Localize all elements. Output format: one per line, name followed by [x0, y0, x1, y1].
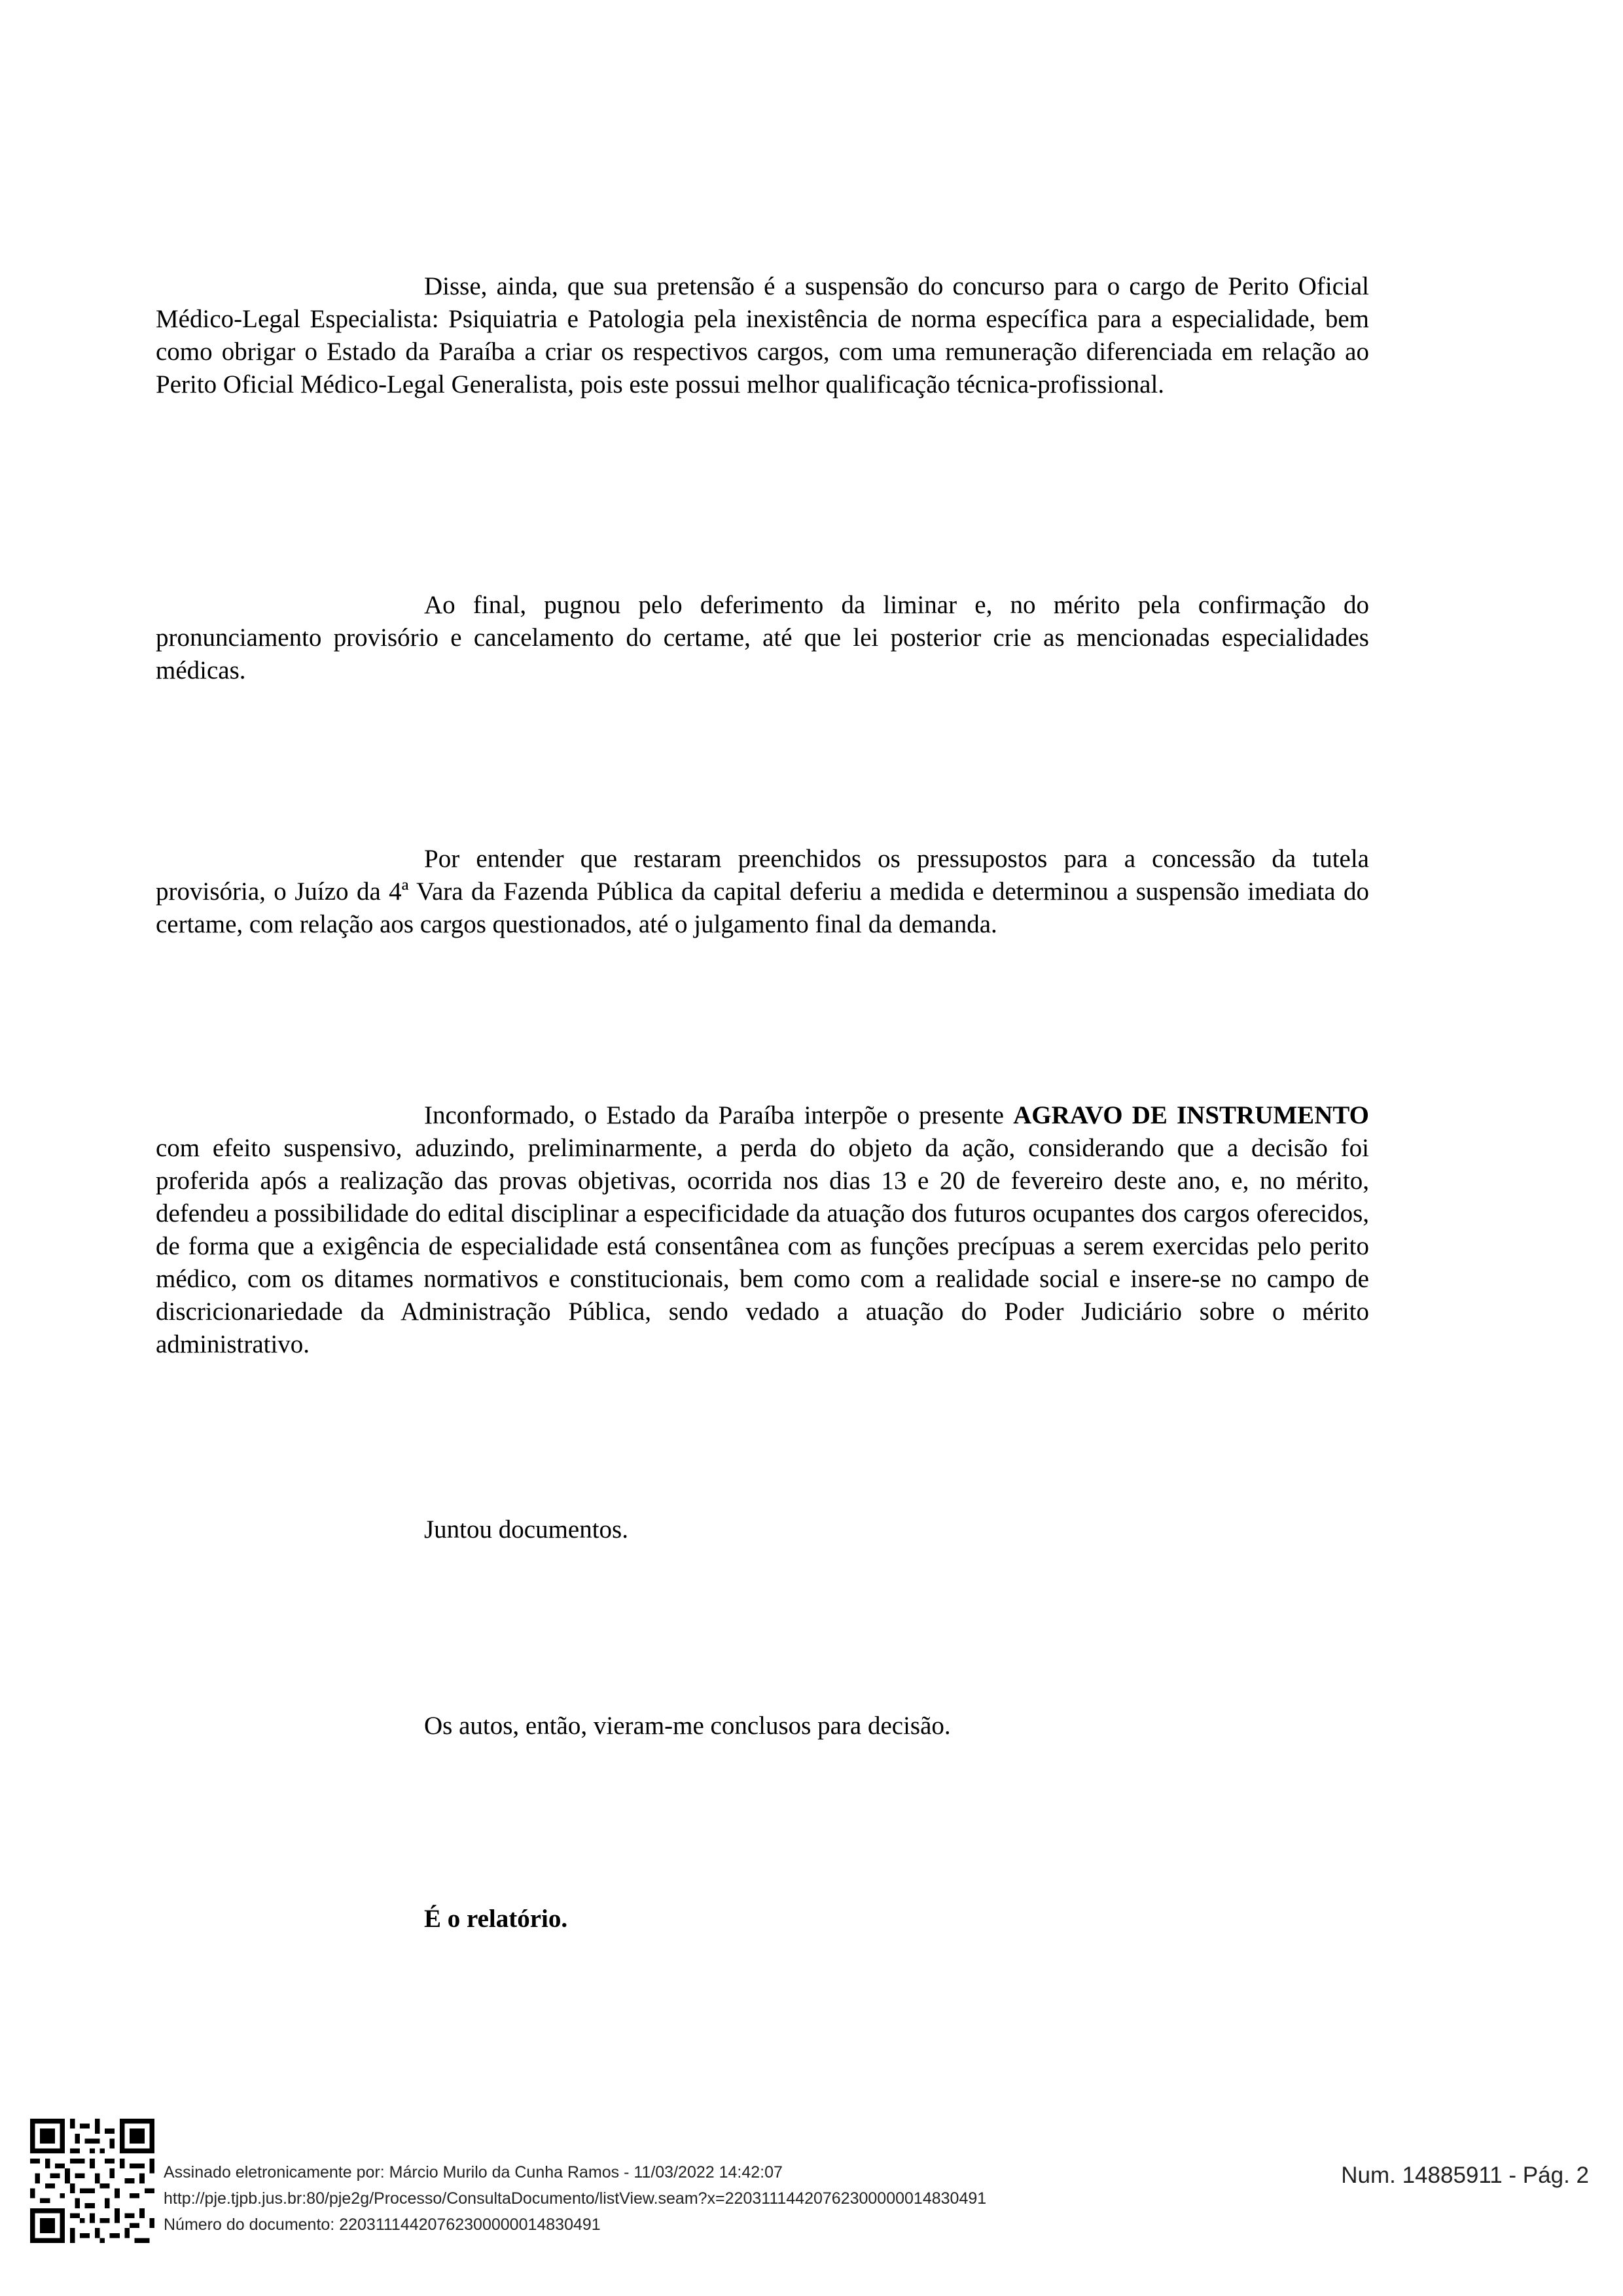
paragraph-injunction: Por entender que restaram preenchidos os pressupostos para a concessão da tutela provisória, o Juízo da 4ª Vara da Fazenda Pública da capital deferiu a medida e determinou a suspensão imediata do certame, com relação aos cargos questionados, até o julgamento final da demanda.	[156, 845, 1369, 938]
signature-line: Assinado eletronicamente por: Márcio Murilo da Cunha Ramos - 11/03/2022 14:42:07	[164, 2163, 783, 2181]
paragraph-appeal	[156, 1099, 1369, 1361]
paragraph-conclusion: Os autos, então, vieram-me conclusos para decisão.	[424, 1712, 951, 1740]
appeal-type-bold: AGRAVO DE INSTRUMENTO	[1013, 1101, 1369, 1129]
page-number: Num. 14885911 - Pág. 2	[1341, 2163, 1589, 2188]
appeal-text-rest: com efeito suspensivo, aduzindo, preliminarmente, a perda do objeto da ação, considerando que a decisão foi proferida após a realização das provas objetivas, ocorrida nos dias 13 e 20 de fevereiro deste ano, e, no mérito, defendeu a possibilidade do edital disciplinar a especificidade da atuação dos futuros ocupantes dos cargos oferecidos, de forma que a exigência de especialidade está consentânea com as funções precípuas a serem exercidas pelo perito médico, com os ditames normativos e constitucionais, bem como com a realidade social e insere-se no campo de discricionariedade da Administração Pública, sendo vedado a atuação do Poder Judiciário sobre o mérito administrativo.	[156, 1134, 1369, 1358]
paragraph-request: Ao final, pugnou pelo deferimento da liminar e, no mérito pela confirmação do pronunciamento provisório e cancelamento do certame, até que lei posterior crie as mencionadas especialidades médicas.	[156, 591, 1369, 684]
document-url[interactable]: http://pje.tjpb.jus.br:80/pje2g/Processo/ConsultaDocumento/listView.seam?x=22031114420762300000014830491	[164, 2189, 987, 2208]
paragraph-documents: Juntou documentos.	[424, 1515, 628, 1544]
document-number: Número do documento: 22031114420762300000014830491	[164, 2216, 601, 2234]
report-heading: É o relatório.	[424, 1905, 568, 1933]
appeal-text-start: Inconformado, o Estado da Paraíba interpõe o presente	[424, 1101, 1014, 1129]
paragraph-claim: Disse, ainda, que sua pretensão é a suspensão do concurso para o cargo de Perito Oficial Médico-Legal Especialista: Psiquiatria e Patologia pela inexistência de norma específica para a especialidade, bem como obrigar o Estado da Paraíba a criar os respectivos cargos, com uma remuneração diferenciada em relação ao Perito Oficial Médico-Legal Generalista, pois este possui melhor qualificação técnica-profissional.	[156, 272, 1369, 398]
qr-code-icon	[30, 2119, 154, 2243]
